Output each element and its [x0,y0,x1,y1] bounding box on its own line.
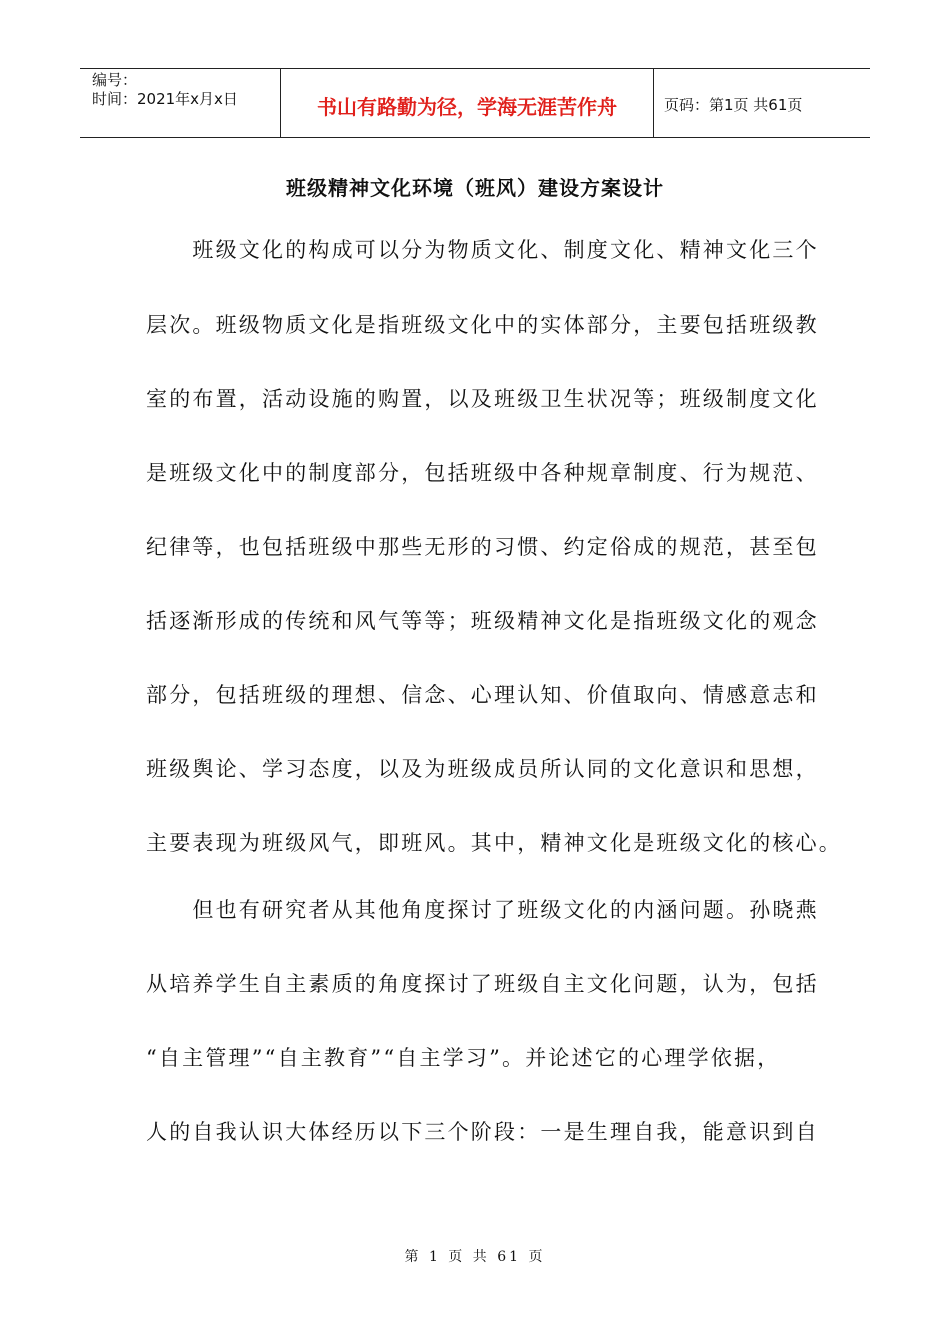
document-title: 班级精神文化环境（班风）建设方案设计 [286,176,664,200]
body-line: “自主管理”“自主教育”“自主学习”。并论述它的心理学依据， [146,1046,781,1070]
body-line: 层次。班级物质文化是指班级文化中的实体部分，主要包括班级教 [146,313,819,337]
code-label: 编号： [92,71,138,89]
body-line: 括逐渐形成的传统和风气等等；班级精神文化是指班级文化的观念 [146,609,819,633]
body-line: 人的自我认识大体经历以下三个阶段：一是生理自我，能意识到自 [146,1120,819,1144]
header-motto: 书山有路勤为径，学海无涯苦作舟 [281,69,654,137]
header-meta [80,69,281,137]
date-label: 时间：2021年x月x日 [92,90,238,108]
body-line: 班级文化的构成可以分为物质文化、制度文化、精神文化三个 [146,238,819,262]
body-line: 班级舆论、学习态度，以及为班级成员所认同的文化意识和思想， [146,757,819,781]
document-header [80,68,870,138]
body-line: 是班级文化中的制度部分，包括班级中各种规章制度、行为规范、 [146,461,819,485]
body-line: 室的布置，活动设施的购置，以及班级卫生状况等；班级制度文化 [146,387,819,411]
body-line: 从培养学生自主素质的角度探讨了班级自主文化问题，认为，包括 [146,972,819,996]
body-line: 主要表现为班级风气，即班风。其中，精神文化是班级文化的核心。 [146,831,842,855]
page-footer: 第 1 页 共 61 页 [404,1249,546,1265]
body-line: 但也有研究者从其他角度探讨了班级文化的内涵问题。孙晓燕 [146,898,819,922]
header-page-info: 页码：第1页 共61页 [664,95,803,114]
body-line: 部分，包括班级的理想、信念、心理认知、价值取向、情感意志和 [146,683,819,707]
body-line: 纪律等，也包括班级中那些无形的习惯、约定俗成的规范，甚至包 [146,535,819,559]
